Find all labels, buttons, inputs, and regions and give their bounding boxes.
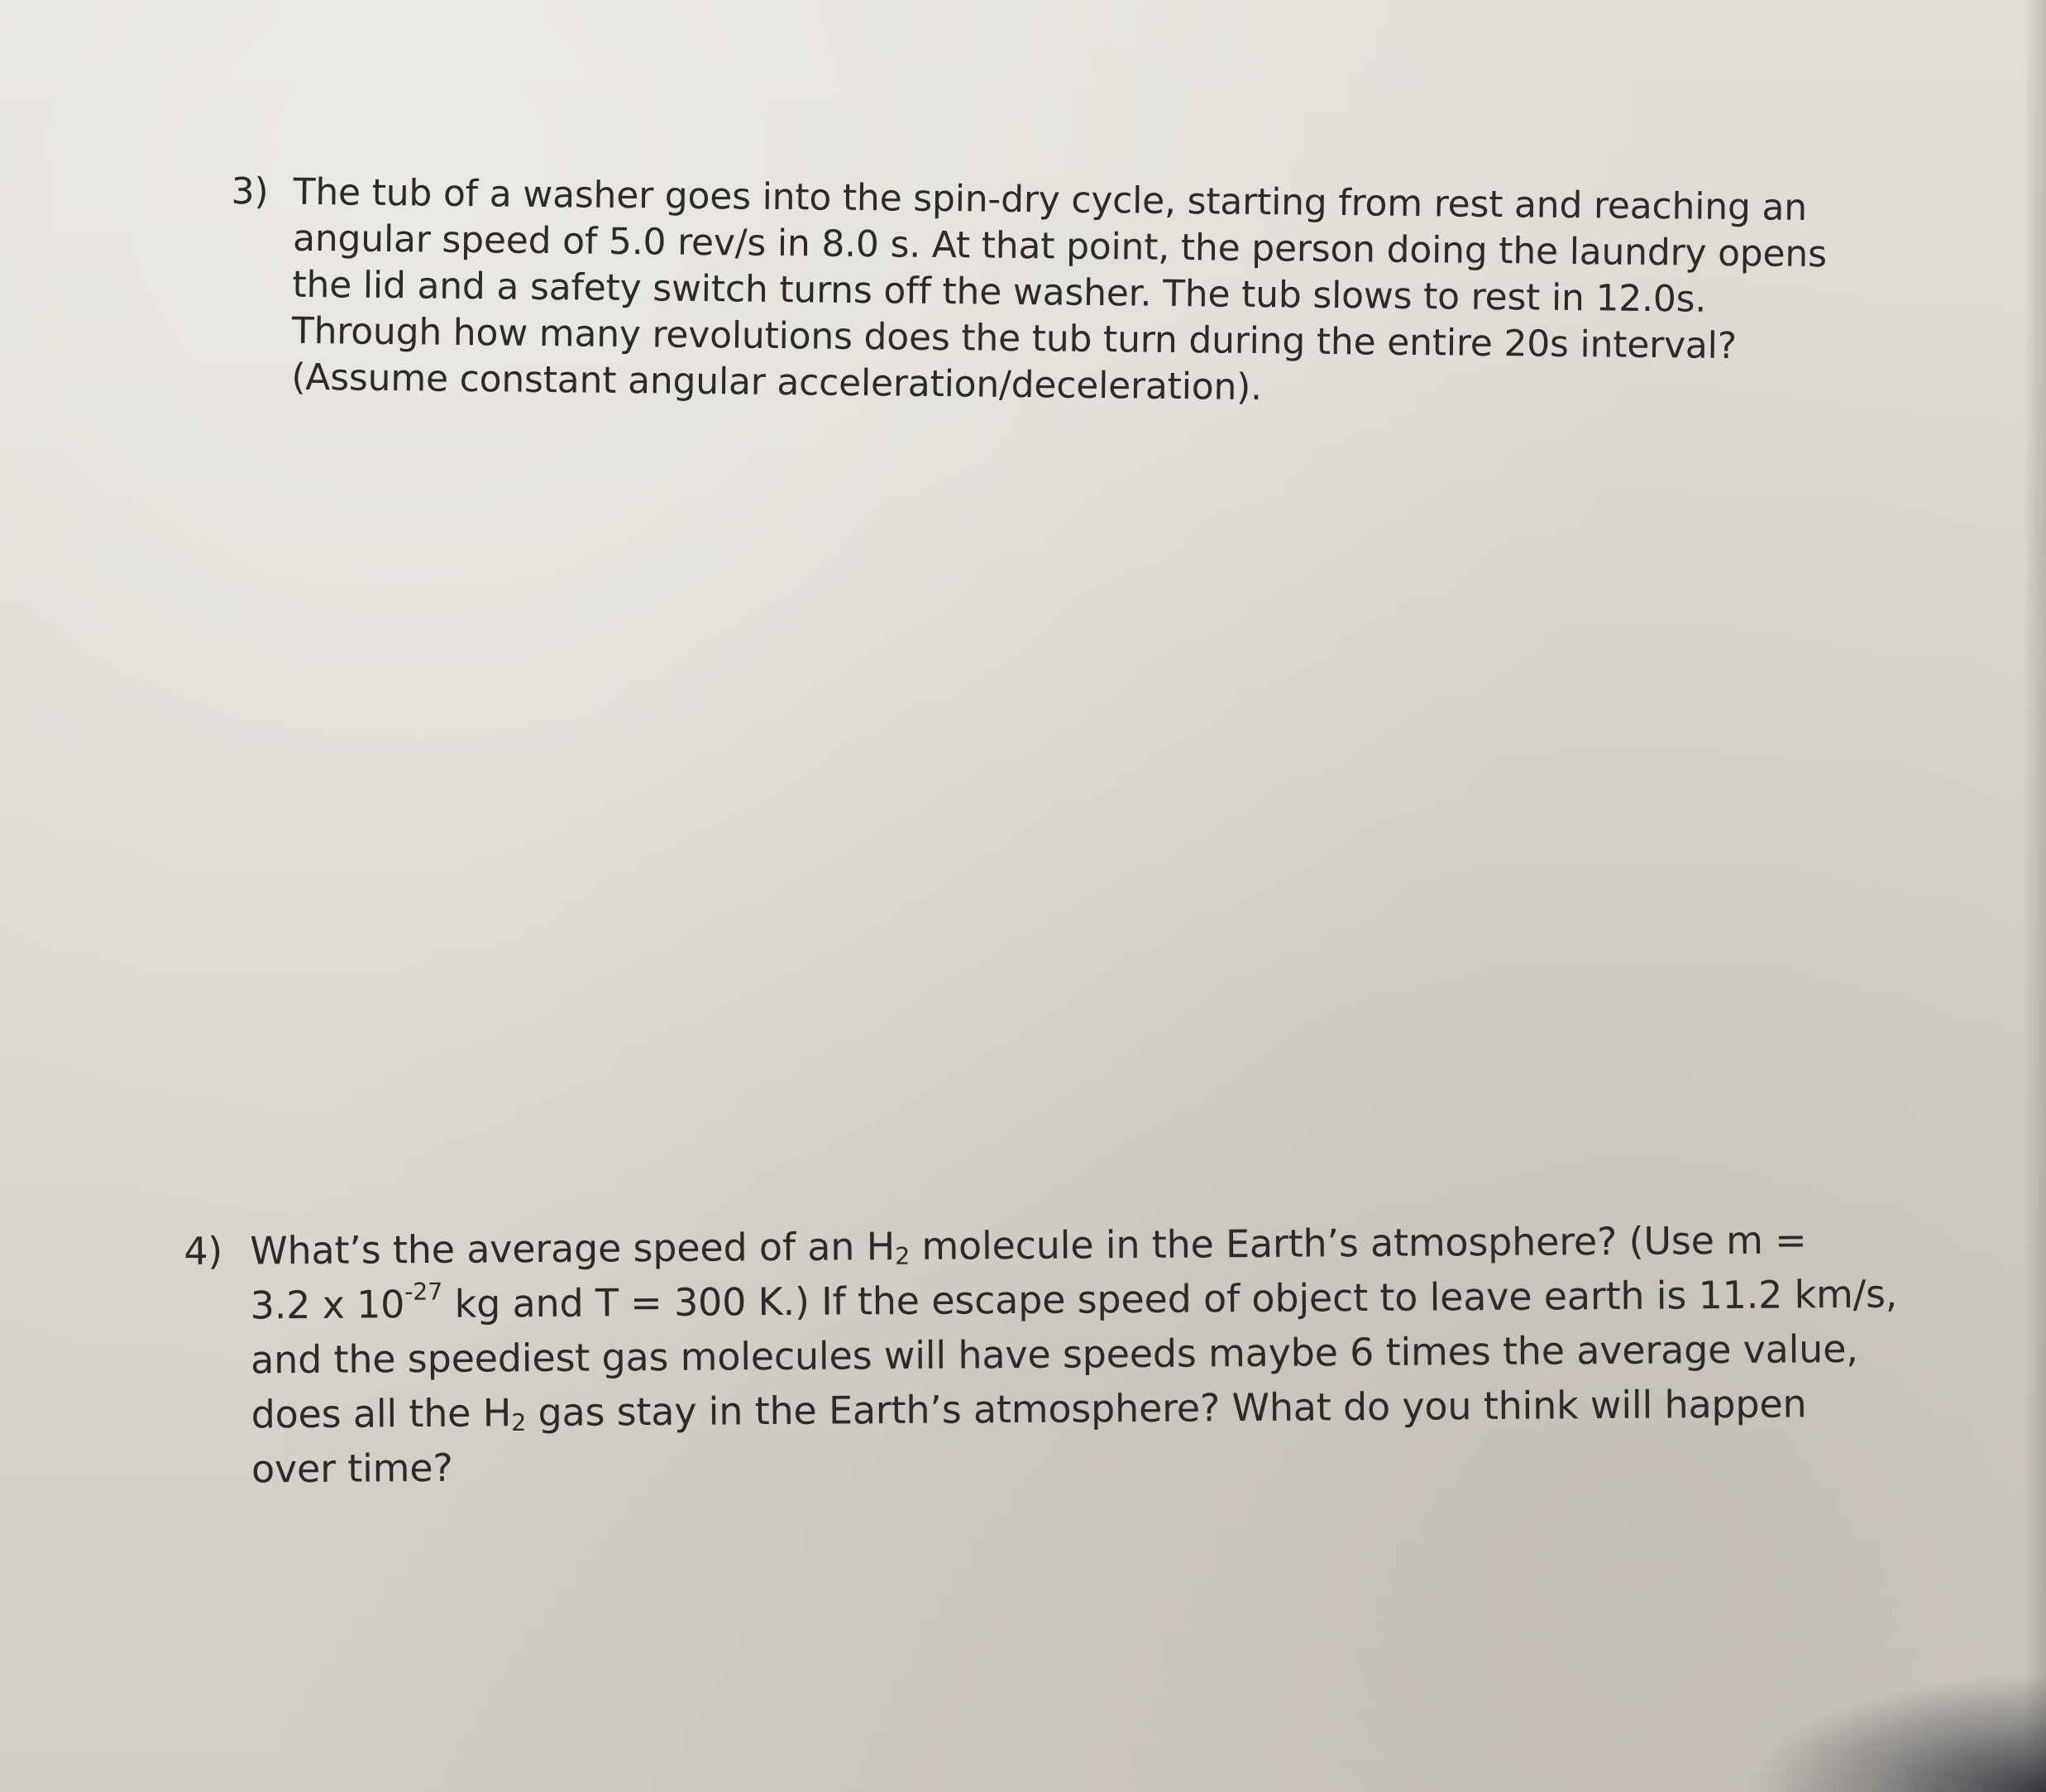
question-4-text-run: does all the H <box>251 1390 512 1437</box>
question-4-line: over time? <box>251 1445 453 1492</box>
question-3 <box>229 169 1828 417</box>
question-4-line: and the speediest gas molecules will have speeds maybe 6 times the average value, <box>250 1326 1858 1383</box>
question-4-text-run: What’s the average speed of an H <box>250 1223 896 1274</box>
question-3-number: 3) <box>231 170 269 213</box>
corner-shadow <box>1748 1676 2046 1792</box>
question-4-text-run: kg and T = 300 K.) If the escape speed of object to leave earth is 11.2 km/s, <box>442 1271 1898 1326</box>
question-3-line: angular speed of 5.0 rev/s in 8.0 s. At that point, the person doing the laundry opens <box>292 217 1828 276</box>
paper-edge-shadow <box>2023 0 2046 1792</box>
question-3-line: the lid and a safety switch turns off the washer. The tub slows to rest in 12.0s. <box>292 263 1707 321</box>
subscript-2: 2 <box>511 1408 527 1436</box>
question-4-text-run: gas stay in the Earth’s atmosphere? What do you think will happen <box>525 1381 1807 1436</box>
question-4-text <box>250 1212 1898 1497</box>
question-3-line: The tub of a washer goes into the spin-dry cycle, starting from rest and reaching an <box>293 170 1808 229</box>
question-4-text-run: molecule in the Earth’s atmosphere? (Use m = <box>909 1217 1807 1269</box>
question-3-text <box>291 170 1828 417</box>
question-3-line: Through how many revolutions does the tub turn during the entire 20s interval? <box>291 309 1738 368</box>
question-4-number: 4) <box>184 1228 223 1274</box>
question-4-line <box>251 1376 1855 1442</box>
exponent: -27 <box>404 1278 443 1306</box>
question-4 <box>184 1212 1898 1497</box>
subscript-2: 2 <box>895 1242 911 1270</box>
question-4-text-run: 3.2 x 10 <box>250 1282 405 1328</box>
question-3-line: (Assume constant angular acceleration/deceleration). <box>291 356 1263 409</box>
